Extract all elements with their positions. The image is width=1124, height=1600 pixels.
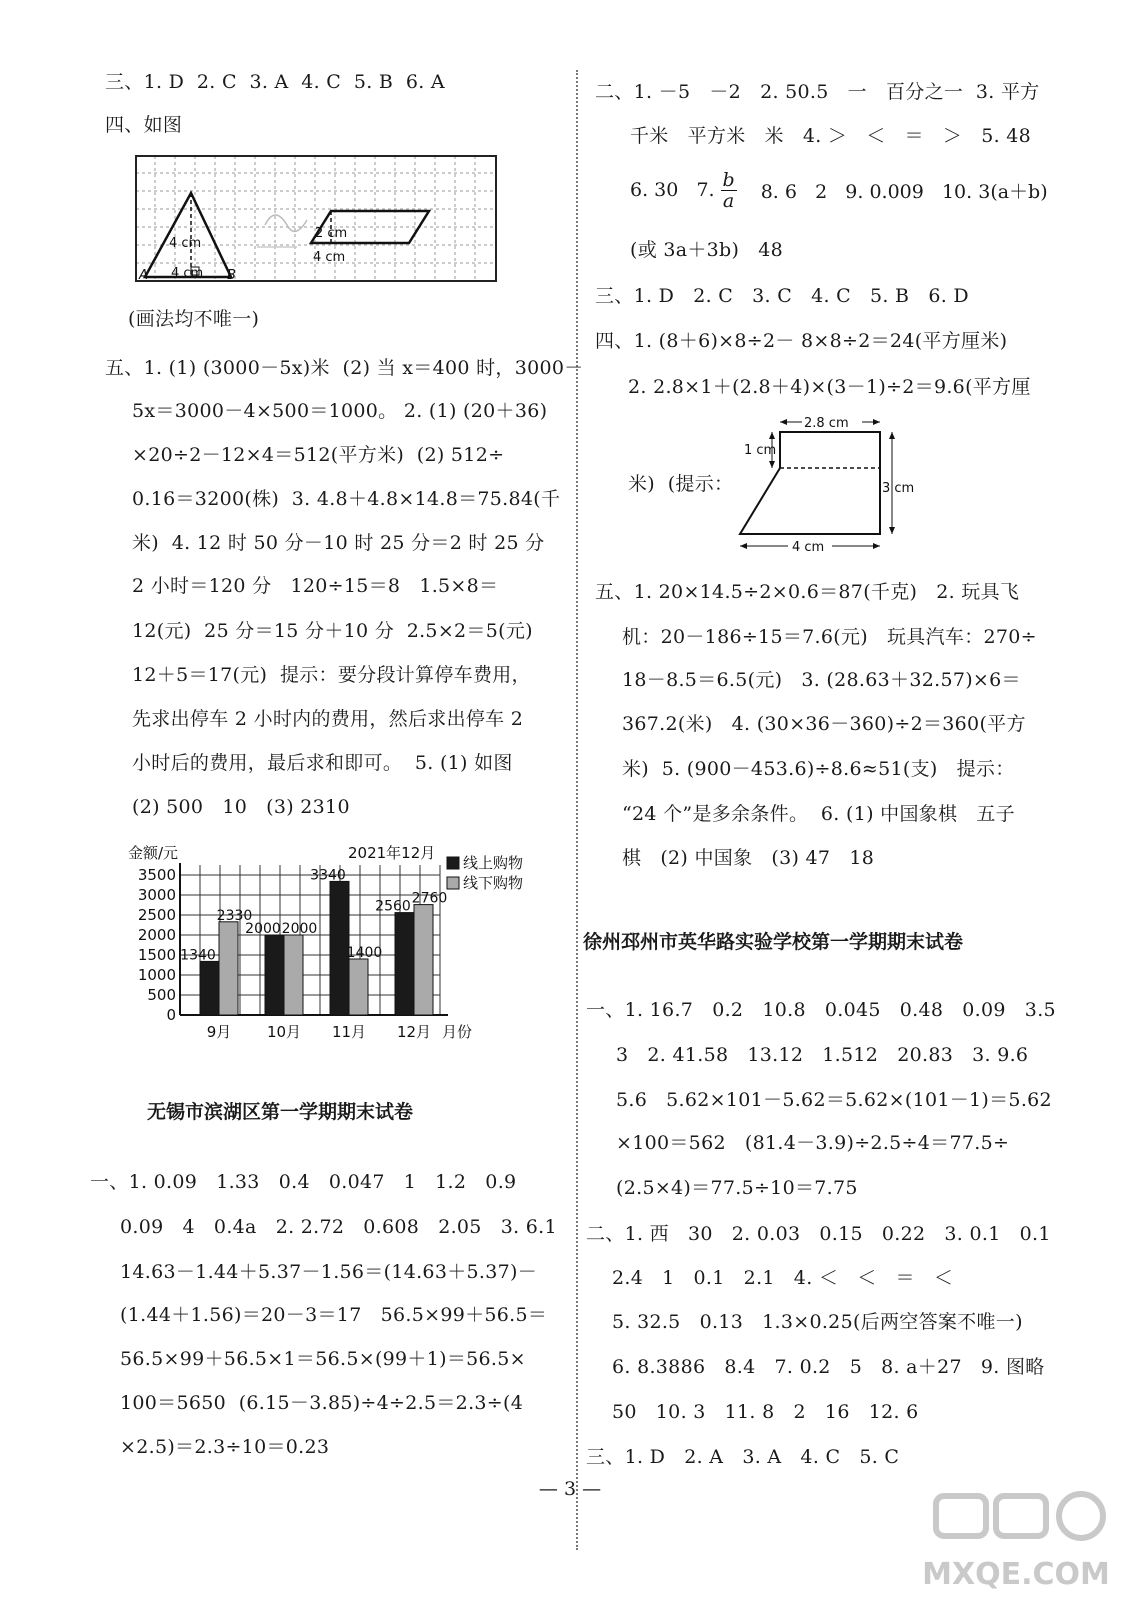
right-s2-line-4: ×100＝562 (81.4－3.9)÷2.5÷4＝77.5÷ bbox=[616, 1132, 1010, 1154]
fraction bbox=[721, 170, 737, 211]
left-line-4: 五、1. (1) (3000－5x)米 (2) 当 x＝400 时，3000－ bbox=[105, 357, 584, 379]
left-s2-line-4: (1.44＋1.56)＝20－3＝17 56.5×99＋56.5＝ bbox=[120, 1304, 548, 1326]
right-height-label: 3 cm bbox=[882, 481, 915, 496]
right-line-12: 米) 5. (900－453.6)÷8.6≈51(支) 提示： bbox=[622, 758, 1015, 780]
right-line-8: 五、1. 20×14.5÷2×0.6＝87(千克) 2. 玩具飞 bbox=[595, 581, 1020, 603]
fraction-denominator: a bbox=[722, 189, 735, 212]
right-s2-line-10: 50 10. 3 11. 8 2 16 12. 6 bbox=[612, 1401, 919, 1423]
right-line-9: 机：20－186÷15＝7.6(元) 玩具汽车：270÷ bbox=[622, 626, 1037, 648]
legend-swatch bbox=[447, 857, 459, 869]
bar-value-label: 2330 bbox=[216, 907, 253, 924]
left-line-12: 先求出停车 2 小时内的费用，然后求出停车 2 bbox=[132, 708, 524, 730]
bar-value-label: 2000 bbox=[245, 921, 281, 937]
parallelogram-base-label: 4 cm bbox=[313, 250, 346, 265]
right-s2-line-6: 二、1. 西 30 2. 0.03 0.15 0.22 3. 0.1 0.1 bbox=[586, 1223, 1051, 1245]
y-tick-label: 0 bbox=[166, 1006, 176, 1024]
right-s2-line-3: 5.6 5.62×101－5.62＝5.62×(101－1)＝5.62 bbox=[616, 1089, 1052, 1111]
triangle-base-label: 4 cm bbox=[171, 266, 204, 281]
fraction-line bbox=[630, 166, 1048, 214]
chart-title: 2021年12月 bbox=[348, 844, 436, 862]
legend-swatch bbox=[447, 877, 459, 889]
y-axis-label: 金额/元 bbox=[128, 844, 179, 862]
x-tick-label: 9月 bbox=[206, 1023, 232, 1041]
page-number: — 3 — bbox=[538, 1478, 602, 1500]
x-tick-label: 10月 bbox=[266, 1023, 302, 1041]
left-line-14: (2) 500 10 (3) 2310 bbox=[132, 796, 350, 818]
left-s2-line-2: 0.09 4 0.4a 2. 2.72 0.608 2.05 3. 6.1 bbox=[120, 1216, 557, 1238]
left-s2-line-1: 一、1. 0.09 1.33 0.4 0.047 1 1.2 0.9 bbox=[90, 1171, 517, 1193]
bar-offline bbox=[414, 905, 433, 1015]
bar-online bbox=[200, 961, 219, 1015]
trapezoid-figure bbox=[730, 412, 930, 557]
right-s2-line-2: 3 2. 41.58 13.12 1.512 20.83 3. 9.6 bbox=[616, 1044, 1029, 1066]
fraction-numerator: b bbox=[722, 168, 735, 191]
fraction-line-suffix: 8. 6 2 9. 0.009 10. 3(a＋b) bbox=[742, 180, 1048, 203]
left-s2-line-6: 100＝5650 (6.15－3.85)÷4÷2.5＝2.3÷(4 bbox=[120, 1392, 524, 1414]
left-s2-line-5: 56.5×99＋56.5×1＝56.5×(99＋1)＝56.5× bbox=[120, 1348, 526, 1370]
bar-offline bbox=[349, 959, 368, 1015]
right-line-4: 三、1. D 2. C 3. C 4. C 5. B 6. D bbox=[595, 285, 969, 307]
right-line-7: 米) (提示： bbox=[628, 473, 734, 495]
right-line-11: 367.2(米) 4. (30×36－360)÷2＝360(平方 bbox=[622, 713, 1026, 735]
right-s2-line-9: 6. 8.3886 8.4 7. 0.2 5 8. a＋27 9. 图略 bbox=[612, 1356, 1045, 1378]
column-divider bbox=[576, 70, 578, 1550]
left-line-3: (画法均不唯一) bbox=[128, 308, 260, 330]
left-section-title: 无锡市滨湖区第一学期期末试卷 bbox=[147, 1101, 414, 1123]
bottom-width-label: 4 cm bbox=[792, 540, 825, 555]
bar-value-label: 1400 bbox=[346, 945, 383, 961]
y-tick-label: 500 bbox=[147, 986, 176, 1004]
left-line-5: 5x＝3000－4×500＝1000。 2. (1) (20＋36) bbox=[132, 400, 548, 422]
triangle-height-label: 4 cm bbox=[169, 236, 202, 251]
right-line-5: 四、1. (8＋6)×8÷2－ 8×8÷2＝24(平方厘米) bbox=[595, 330, 1008, 352]
right-line-3: (或 3a＋3b) 48 bbox=[630, 239, 784, 261]
point-b-label: B bbox=[227, 268, 236, 283]
y-tick-label: 3000 bbox=[137, 886, 176, 904]
x-tick-label: 12月 bbox=[396, 1023, 432, 1041]
x-tick-label: 11月 bbox=[331, 1023, 367, 1041]
y-tick-label: 2000 bbox=[137, 926, 176, 944]
bar-value-label: 2560 bbox=[375, 898, 411, 915]
left-line-10: 12(元) 25 分＝15 分＋10 分 2.5×2＝5(元) bbox=[132, 620, 533, 642]
right-line-2: 千米 平方米 米 4. ＞ ＜ ＝ ＞ 5. 48 bbox=[630, 125, 1032, 147]
right-line-6: 2. 2.8×1＋(2.8＋4)×(3－1)÷2＝9.6(平方厘 bbox=[628, 376, 1031, 398]
bar-value-label: 1340 bbox=[180, 947, 216, 964]
right-s2-line-1: 一、1. 16.7 0.2 10.8 0.045 0.48 0.09 3.5 bbox=[586, 999, 1056, 1021]
right-line-10: 18－8.5＝6.5(元) 3. (28.63＋32.57)×6＝ bbox=[622, 669, 1021, 691]
right-s2-line-8: 5. 32.5 0.13 1.3×0.25(后两空答案不唯一) bbox=[612, 1311, 1023, 1333]
watermark-text: MXQE.COM bbox=[922, 1557, 1110, 1592]
watermark-logo bbox=[916, 1486, 1116, 1596]
left-line-9: 2 小时＝120 分 120÷15＝8 1.5×8＝ bbox=[132, 575, 499, 597]
bar-offline bbox=[284, 935, 303, 1015]
right-s2-line-5: (2.5×4)＝77.5÷10＝7.75 bbox=[616, 1177, 858, 1199]
bar-offline bbox=[219, 922, 238, 1015]
left-height-label: 1 cm bbox=[744, 443, 777, 458]
bar-online bbox=[265, 935, 284, 1015]
point-a-label: A bbox=[139, 268, 148, 283]
y-tick-label: 2500 bbox=[137, 906, 176, 924]
bar-value-label: 2760 bbox=[411, 890, 448, 907]
triangle-shape bbox=[145, 193, 231, 277]
right-line-13: “24 个”是多余条件。 6. (1) 中国象棋 五子 bbox=[622, 803, 1015, 825]
bar-value-label: 3340 bbox=[310, 867, 346, 884]
left-line-11: 12＋5＝17(元) 提示：要分段计算停车费用， bbox=[132, 664, 531, 686]
right-section-title: 徐州邳州市英华路实验学校第一学期期末试卷 bbox=[583, 931, 964, 953]
x-axis-label: 月份 bbox=[442, 1023, 473, 1041]
left-line-8: 米) 4. 12 时 50 分－10 时 25 分＝2 时 25 分 bbox=[132, 532, 545, 554]
right-s2-line-7: 2.4 1 0.1 2.1 4. ＜ ＜ ＝ ＜ bbox=[612, 1267, 954, 1289]
bar-chart bbox=[120, 840, 550, 1050]
parallelogram-height-label: 2 cm bbox=[315, 226, 348, 241]
left-s2-line-7: ×2.5)＝2.3÷10＝0.23 bbox=[120, 1436, 330, 1458]
top-width-label: 2.8 cm bbox=[804, 416, 849, 431]
y-tick-label: 1000 bbox=[137, 966, 176, 984]
legend-label: 线下购物 bbox=[463, 874, 524, 892]
bar-online bbox=[395, 913, 414, 1015]
left-line-6: ×20÷2－12×4＝512(平方米) (2) 512÷ bbox=[132, 444, 505, 466]
y-tick-label: 1500 bbox=[137, 946, 176, 964]
left-line-13: 小时后的费用，最后求和即可。 5. (1) 如图 bbox=[132, 752, 513, 774]
y-tick-label: 3500 bbox=[137, 866, 176, 884]
right-line-1: 二、1. －5 －2 2. 50.5 一 百分之一 3. 平方 bbox=[595, 81, 1040, 103]
left-line-2: 四、如图 bbox=[105, 114, 183, 136]
bar-value-label: 2000 bbox=[281, 921, 318, 937]
left-line-7: 0.16＝3200(株) 3. 4.8＋4.8×14.8＝75.84(千 bbox=[132, 488, 561, 510]
legend-label: 线上购物 bbox=[463, 854, 524, 872]
fraction-line-prefix: 6. 30 7. bbox=[630, 179, 715, 201]
left-line-1: 三、1. D 2. C 3. A 4. C 5. B 6. A bbox=[105, 71, 445, 93]
right-line-14: 棋 (2) 中国象 (3) 47 18 bbox=[622, 847, 875, 869]
right-s2-line-11: 三、1. D 2. A 3. A 4. C 5. C bbox=[586, 1446, 900, 1468]
grid-figure bbox=[135, 155, 497, 285]
left-s2-line-3: 14.63－1.44＋5.37－1.56＝(14.63＋5.37)－ bbox=[120, 1261, 538, 1283]
